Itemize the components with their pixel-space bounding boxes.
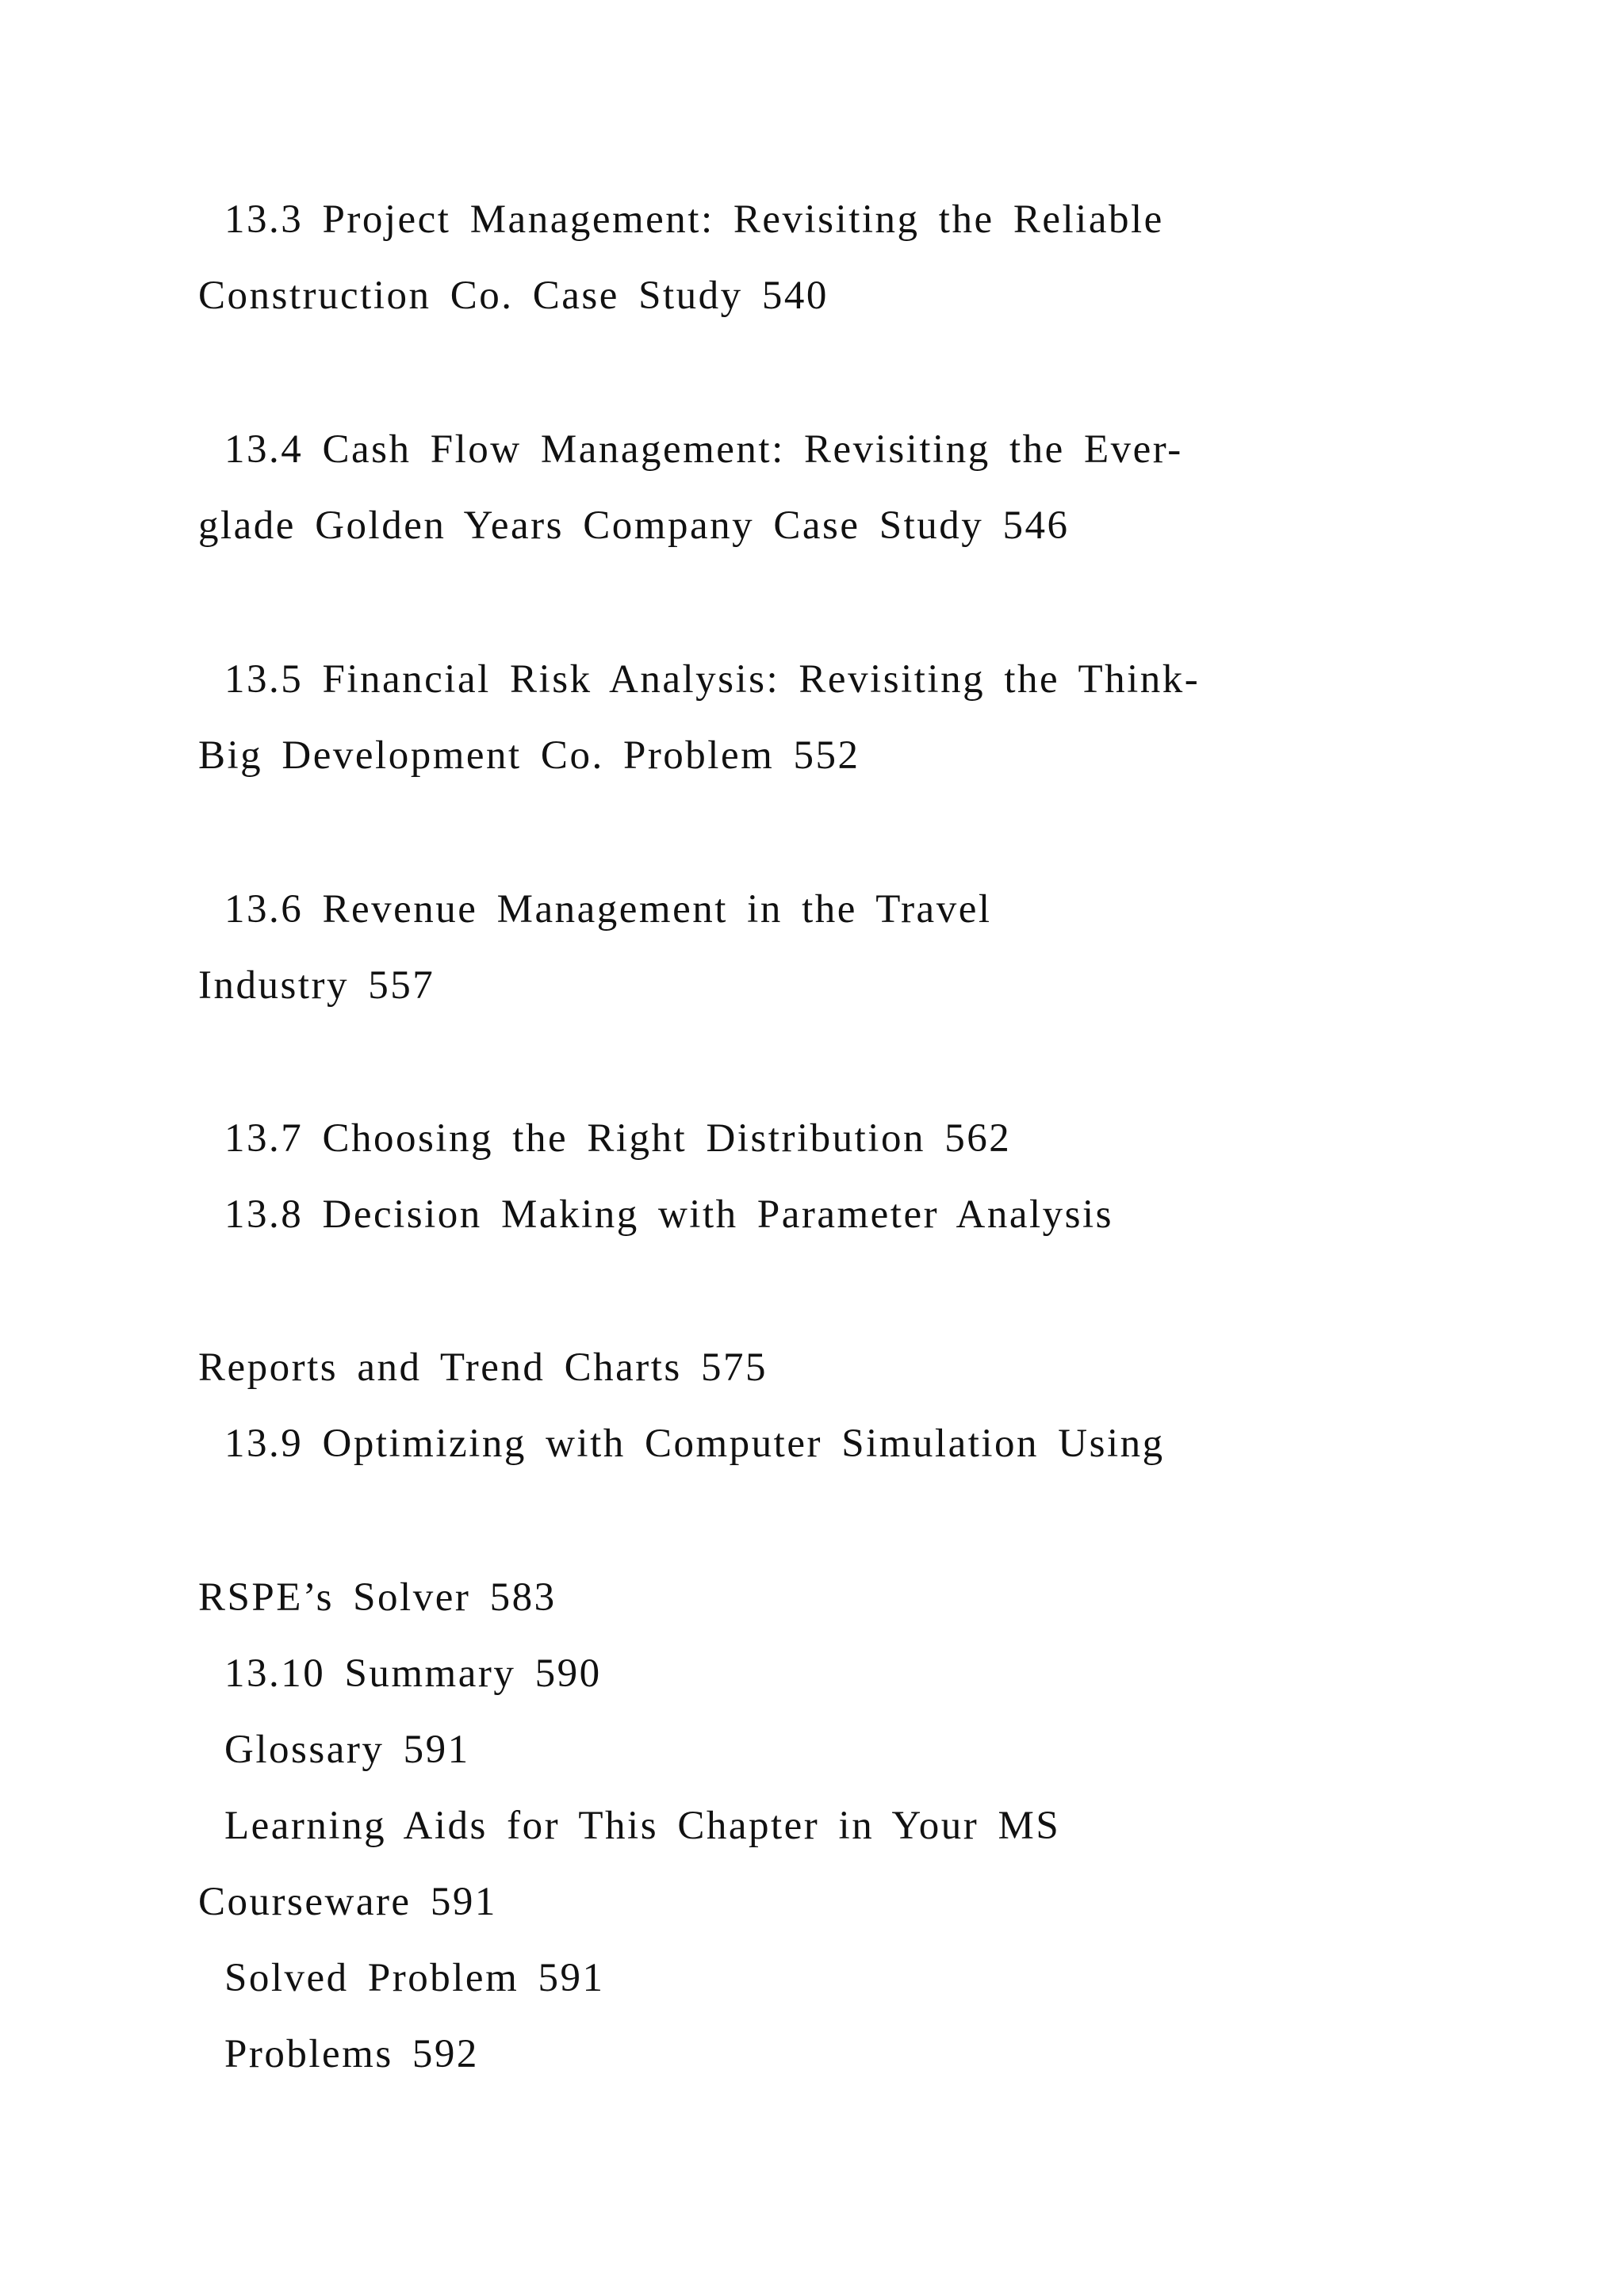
toc-entry-problems: Problems 592 (224, 2032, 479, 2076)
toc-entry-13-6-continued: Industry 557 (198, 963, 435, 1008)
toc-entry-learning-aids-continued: Courseware 591 (198, 1880, 497, 1924)
toc-entry-13-5-continued: Big Development Co. Problem 552 (198, 733, 860, 778)
toc-entry-13-3: 13.3 Project Management: Revisiting the Reliable (224, 197, 1164, 242)
toc-entry-13-4-continued: glade Golden Years Company Case Study 546 (198, 503, 1070, 548)
toc-entry-13-3-continued: Construction Co. Case Study 540 (198, 274, 829, 318)
toc-entry-13-4: 13.4 Cash Flow Management: Revisiting the Ever- (224, 427, 1183, 472)
toc-entry-13-8-continued: Reports and Trend Charts 575 (198, 1345, 768, 1390)
toc-entry-13-8: 13.8 Decision Making with Parameter Analysis (224, 1192, 1114, 1237)
toc-entry-13-7: 13.7 Choosing the Right Distribution 562 (224, 1116, 1012, 1161)
toc-entry-13-6: 13.6 Revenue Management in the Travel (224, 887, 992, 932)
toc-entry-13-9: 13.9 Optimizing with Computer Simulation Using (224, 1422, 1165, 1466)
toc-entry-13-5: 13.5 Financial Risk Analysis: Revisiting the Think- (224, 657, 1201, 702)
toc-entry-13-10: 13.10 Summary 590 (224, 1651, 602, 1696)
toc-entry-solved-problem: Solved Problem 591 (224, 1956, 605, 2000)
toc-entry-glossary: Glossary 591 (224, 1728, 470, 1772)
toc-entry-13-9-continued: RSPE’s Solver 583 (198, 1575, 557, 1620)
toc-entry-learning-aids: Learning Aids for This Chapter in Your MS (224, 1804, 1061, 1848)
